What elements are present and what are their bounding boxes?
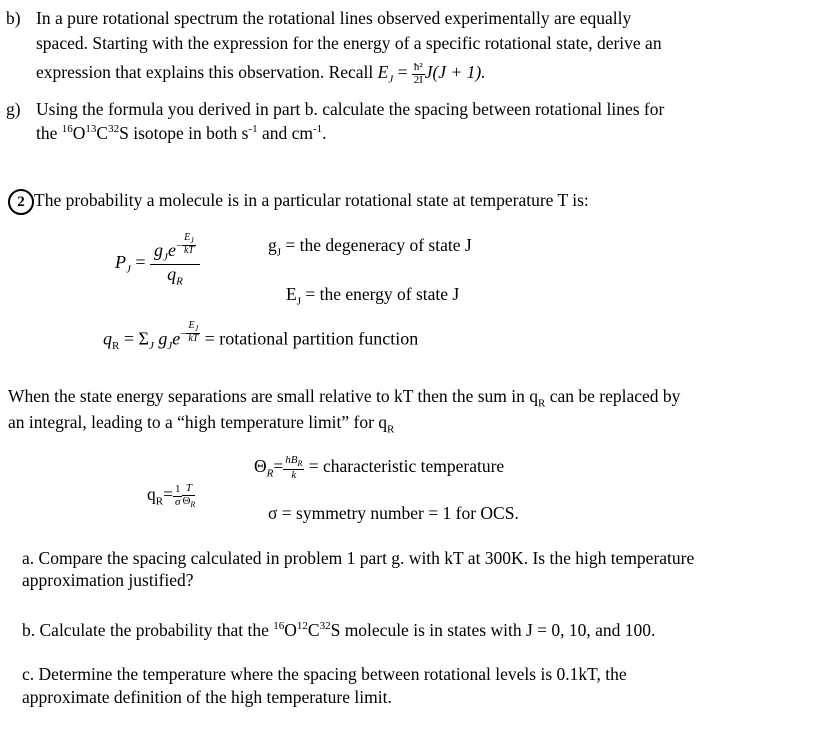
energy-symbol: E: [377, 62, 389, 83]
high-temp-line2: an integral, leading to a “high temperature limit” for $q_R$: [8, 412, 395, 436]
high-temp-line1: When the state energy separations are small relative to kT then the sum in $q_R$ can be replaced by: [8, 386, 681, 410]
question-b-line1: In a pure rotational spectrum the rotational lines observed experimentally are equally: [36, 8, 632, 28]
high-temp-qr: $q_R=$ $\frac{1}{\sigma}$ $\frac{T}{\Theta_R}$: [147, 482, 196, 509]
part-a-line2: approximation justified?: [22, 570, 194, 590]
question-b-line2: spaced. Starting with the expression for the energy of a specific rotational state, derive an: [36, 33, 662, 53]
degeneracy-definition: $g_J$ = the degeneracy of state J: [268, 235, 472, 259]
probability-formula: $P_J$ = $g_Je^{- \frac{E_J}{kT}}$ $q_R$: [115, 240, 200, 288]
question-b-label: b): [6, 8, 21, 28]
part-a-line1: a. Compare the spacing calculated in problem 1 part g. with kT at 300K. Is the high temperature: [22, 548, 695, 568]
question-g-label: g): [6, 99, 21, 119]
symmetry-number: σ = symmetry number = 1 for OCS.: [268, 503, 519, 523]
part-b-line: b. Calculate the probability that the $^{16}O^{12}C^{32}S$ molecule is in states with J = 0, 10, and 100.: [22, 620, 656, 640]
problem-number-badge: 2: [8, 189, 34, 215]
partition-function: $q_R = \Sigma_J$ $g_Je^{- \frac{E_J}{kT}}$ = rotational partition function: [103, 320, 419, 352]
question-g-line1: Using the formula you derived in part b. calculate the spacing between rotational lines for: [36, 99, 665, 119]
energy-definition: $E_J$ = the energy of state J: [286, 284, 460, 308]
characteristic-temperature: $\Theta_R=$ $\frac{hB_R}{k}$ = characteristic temperature: [254, 454, 505, 481]
problem-2-intro: 2 The probability a molecule is in a particular rotational state at temperature T is:: [8, 189, 589, 215]
part-c-line1: c. Determine the temperature where the spacing between rotational levels is 0.1kT, the: [22, 664, 627, 684]
question-b-line3: expression that explains this observation. Recall $E_J$ = $\frac{\text{ħ²}}{2I}$ J(J + 1).: [36, 61, 486, 86]
part-c-line2: approximate definition of the high temperature limit.: [22, 687, 392, 707]
question-g-line2: the $^{16}O^{13}C^{32}S$ isotope in both $s^{-1}$ and $cm^{-1}$.: [36, 123, 327, 143]
